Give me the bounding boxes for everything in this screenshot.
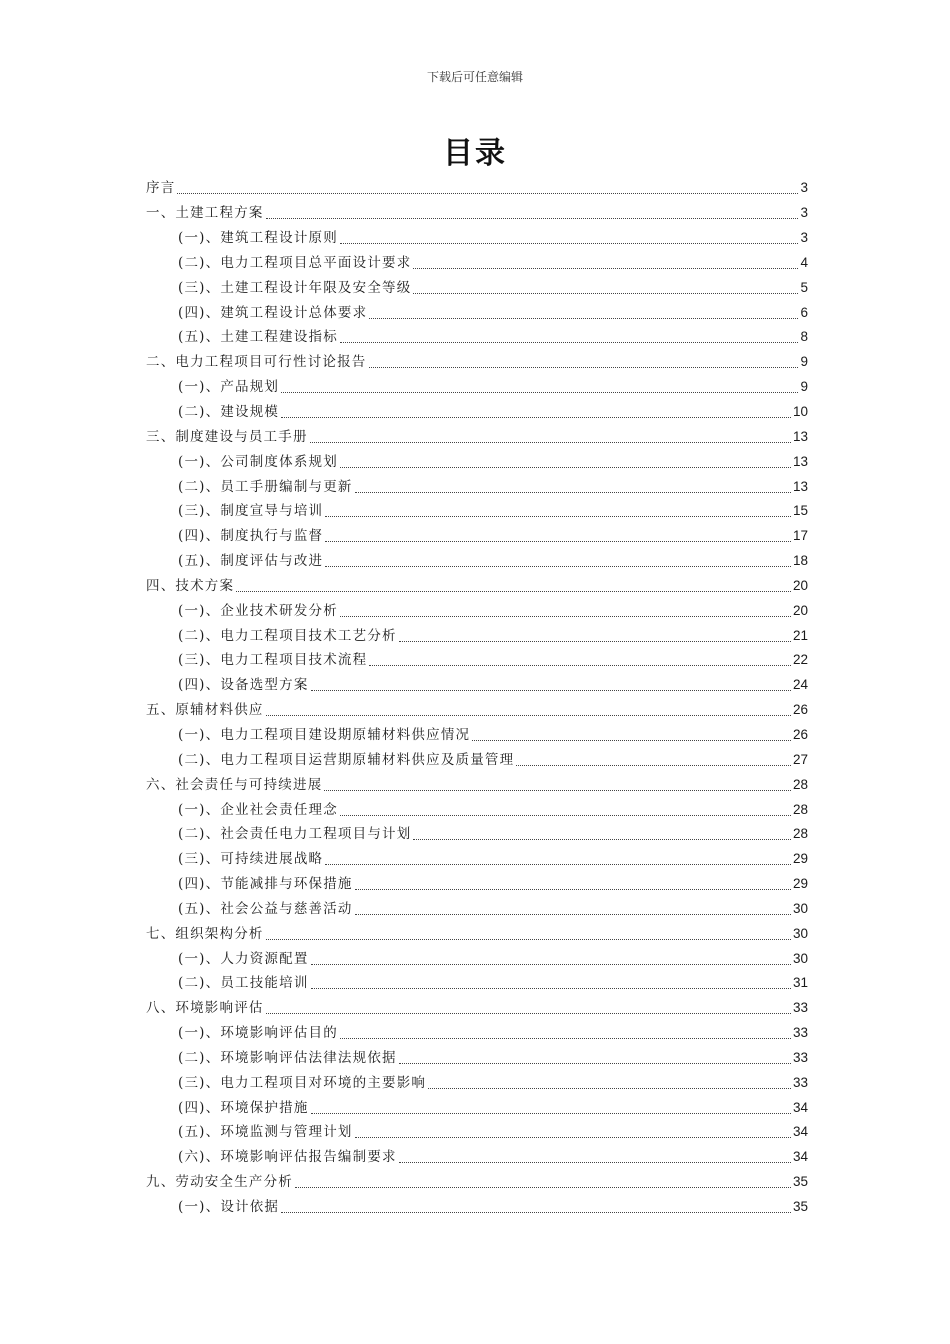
toc-entry-page-number: 5 xyxy=(800,279,808,295)
toc-entry-label: (五)、环境监测与管理计划 xyxy=(178,1124,353,1141)
toc-entry-page-number: 30 xyxy=(792,925,808,941)
toc-entry-page-number: 9 xyxy=(800,379,808,395)
toc-dot-leader xyxy=(311,689,791,691)
toc-entry-label: (二)、社会责任电力工程项目与计划 xyxy=(178,826,412,843)
toc-entry-label: (一)、建筑工程设计原则 xyxy=(178,230,338,247)
toc-entry-page-number: 29 xyxy=(792,876,808,892)
toc-entry-label: (二)、环境影响评估法律法规依据 xyxy=(178,1049,397,1066)
toc-entry[interactable] xyxy=(146,847,808,872)
toc-entry-label: (一)、企业技术研发分析 xyxy=(178,602,338,619)
toc-entry-label: (四)、环境保护措施 xyxy=(178,1099,309,1116)
toc-entry[interactable] xyxy=(146,325,808,350)
toc-dot-leader xyxy=(281,1211,791,1213)
toc-dot-leader xyxy=(355,888,791,890)
toc-dot-leader xyxy=(355,1136,791,1138)
toc-entry[interactable] xyxy=(146,797,808,822)
toc-entry-label: (二)、电力工程项目技术工艺分析 xyxy=(178,627,397,644)
toc-entry-page-number: 15 xyxy=(792,503,808,519)
toc-dot-leader xyxy=(399,1062,791,1064)
toc-dot-leader xyxy=(311,1112,791,1114)
toc-dot-leader xyxy=(472,739,791,741)
toc-entry-page-number: 33 xyxy=(792,1025,808,1041)
toc-entry-page-number: 26 xyxy=(792,702,808,718)
toc-entry[interactable] xyxy=(146,896,808,921)
toc-entry-page-number: 31 xyxy=(792,975,808,991)
toc-dot-leader xyxy=(266,1012,791,1014)
toc-dot-leader xyxy=(266,714,791,716)
toc-entry-page-number: 13 xyxy=(792,453,808,469)
toc-entry[interactable] xyxy=(146,400,808,425)
toc-entry-label: (三)、电力工程项目对环境的主要影响 xyxy=(178,1074,427,1091)
toc-entry-label: (六)、环境影响评估报告编制要求 xyxy=(178,1149,397,1166)
toc-entry-page-number: 30 xyxy=(792,950,808,966)
toc-entry-label: (一)、产品规划 xyxy=(178,379,280,396)
toc-entry[interactable] xyxy=(146,176,808,201)
toc-entry[interactable] xyxy=(146,1195,808,1220)
toc-entry-label: (一)、公司制度体系规划 xyxy=(178,453,338,470)
toc-entry[interactable] xyxy=(146,251,808,276)
toc-dot-leader xyxy=(413,838,791,840)
toc-entry-label: (三)、电力工程项目技术流程 xyxy=(178,652,368,669)
toc-entry-page-number: 24 xyxy=(792,677,808,693)
toc-dot-leader xyxy=(355,913,791,915)
toc-entry-page-number: 3 xyxy=(800,205,808,221)
toc-entry-label: (四)、设备选型方案 xyxy=(178,677,309,694)
toc-entry-label: 八、环境影响评估 xyxy=(146,1000,264,1017)
toc-entry-page-number: 20 xyxy=(792,602,808,618)
toc-dot-leader xyxy=(281,416,791,418)
toc-entry[interactable] xyxy=(146,375,808,400)
toc-entry-page-number: 3 xyxy=(800,230,808,246)
toc-entry-label: 三、制度建设与员工手册 xyxy=(146,428,308,445)
toc-entry-page-number: 13 xyxy=(792,478,808,494)
toc-dot-leader xyxy=(310,441,791,443)
toc-entry-page-number: 9 xyxy=(800,354,808,370)
toc-dot-leader xyxy=(369,317,798,319)
toc-entry-label: (一)、环境影响评估目的 xyxy=(178,1025,338,1042)
toc-entry-page-number: 4 xyxy=(800,254,808,270)
toc-entry-page-number: 34 xyxy=(792,1099,808,1115)
table-of-contents xyxy=(146,176,808,1219)
toc-dot-leader xyxy=(340,242,799,244)
toc-entry[interactable] xyxy=(146,201,808,226)
toc-entry-label: 九、劳动安全生产分析 xyxy=(146,1174,293,1191)
toc-entry-page-number: 29 xyxy=(792,851,808,867)
toc-entry-label: (五)、社会公益与慈善活动 xyxy=(178,900,353,917)
toc-dot-leader xyxy=(295,1186,791,1188)
toc-entry[interactable] xyxy=(146,549,808,574)
toc-dot-leader xyxy=(355,491,791,493)
toc-entry-label: (四)、制度执行与监督 xyxy=(178,528,324,545)
toc-entry-page-number: 33 xyxy=(792,1000,808,1016)
toc-entry-page-number: 22 xyxy=(792,652,808,668)
toc-entry-label: (四)、节能减排与环保措施 xyxy=(178,876,353,893)
toc-entry-label: (一)、人力资源配置 xyxy=(178,950,309,967)
toc-dot-leader xyxy=(266,938,791,940)
toc-entry[interactable] xyxy=(146,598,808,623)
toc-dot-leader xyxy=(325,515,791,517)
toc-entry-label: (三)、可持续进展战略 xyxy=(178,851,324,868)
toc-entry-label: (五)、土建工程建设指标 xyxy=(178,329,338,346)
toc-entry-label: 序言 xyxy=(146,180,176,197)
toc-entry-label: (二)、电力工程项目运营期原辅材料供应及质量管理 xyxy=(178,751,515,768)
toc-entry[interactable] xyxy=(146,424,808,449)
toc-entry-page-number: 28 xyxy=(792,826,808,842)
toc-entry[interactable] xyxy=(146,747,808,772)
toc-entry[interactable] xyxy=(146,300,808,325)
toc-dot-leader xyxy=(369,366,799,368)
toc-dot-leader xyxy=(281,391,798,393)
toc-entry[interactable] xyxy=(146,1120,808,1145)
toc-dot-leader xyxy=(325,565,791,567)
toc-entry-page-number: 18 xyxy=(792,553,808,569)
toc-entry-page-number: 30 xyxy=(792,900,808,916)
toc-entry[interactable] xyxy=(146,524,808,549)
toc-entry[interactable] xyxy=(146,1046,808,1071)
toc-entry[interactable] xyxy=(146,772,808,797)
toc-entry-label: 六、社会责任与可持续进展 xyxy=(146,776,323,793)
toc-entry-page-number: 28 xyxy=(792,801,808,817)
toc-entry-page-number: 35 xyxy=(792,1199,808,1215)
toc-entry-label: 七、组织架构分析 xyxy=(146,925,264,942)
toc-dot-leader xyxy=(325,540,791,542)
toc-entry-page-number: 3 xyxy=(800,180,808,196)
toc-entry[interactable] xyxy=(146,872,808,897)
toc-dot-leader xyxy=(325,863,791,865)
toc-entry-page-number: 26 xyxy=(792,726,808,742)
toc-entry-label: (二)、员工技能培训 xyxy=(178,975,309,992)
toc-entry[interactable] xyxy=(146,574,808,599)
toc-entry[interactable] xyxy=(146,1095,808,1120)
toc-entry[interactable] xyxy=(146,971,808,996)
toc-entry-page-number: 33 xyxy=(792,1074,808,1090)
toc-entry[interactable] xyxy=(146,822,808,847)
toc-entry-label: (一)、企业社会责任理念 xyxy=(178,801,338,818)
toc-dot-leader xyxy=(311,987,791,989)
toc-dot-leader xyxy=(266,217,799,219)
toc-entry-label: (三)、土建工程设计年限及安全等级 xyxy=(178,279,412,296)
toc-entry-label: 一、土建工程方案 xyxy=(146,205,264,222)
toc-entry[interactable] xyxy=(146,1145,808,1170)
toc-entry-page-number: 27 xyxy=(792,751,808,767)
toc-entry-label: (一)、电力工程项目建设期原辅材料供应情况 xyxy=(178,726,471,743)
toc-entry-label: 四、技术方案 xyxy=(146,577,235,594)
toc-entry[interactable] xyxy=(146,673,808,698)
toc-entry-label: (五)、制度评估与改进 xyxy=(178,553,324,570)
toc-entry-page-number: 33 xyxy=(792,1049,808,1065)
toc-dot-leader xyxy=(340,1037,791,1039)
toc-dot-leader xyxy=(311,963,791,965)
toc-entry-page-number: 17 xyxy=(792,528,808,544)
toc-dot-leader xyxy=(516,764,791,766)
toc-entry[interactable] xyxy=(146,499,808,524)
toc-entry-page-number: 6 xyxy=(800,304,808,320)
toc-entry-label: 二、电力工程项目可行性讨论报告 xyxy=(146,354,367,371)
toc-entry-label: 五、原辅材料供应 xyxy=(146,702,264,719)
toc-dot-leader xyxy=(340,615,791,617)
page-header-note: 下载后可任意编辑 xyxy=(426,70,523,84)
toc-entry[interactable] xyxy=(146,226,808,251)
toc-entry[interactable] xyxy=(146,648,808,673)
toc-entry[interactable] xyxy=(146,1021,808,1046)
toc-entry-label: (三)、制度宣导与培训 xyxy=(178,503,324,520)
toc-entry-page-number: 34 xyxy=(792,1149,808,1165)
toc-entry-label: (二)、电力工程项目总平面设计要求 xyxy=(178,254,412,271)
toc-dot-leader xyxy=(428,1087,791,1089)
toc-dot-leader xyxy=(177,192,798,194)
toc-entry[interactable] xyxy=(146,474,808,499)
toc-entry-page-number: 8 xyxy=(800,329,808,345)
toc-entry[interactable] xyxy=(146,921,808,946)
toc-dot-leader xyxy=(324,789,791,791)
toc-dot-leader xyxy=(413,267,798,269)
toc-entry-label: (二)、建设规模 xyxy=(178,404,280,421)
toc-entry-page-number: 10 xyxy=(792,404,808,420)
toc-entry-page-number: 35 xyxy=(792,1174,808,1190)
toc-entry[interactable] xyxy=(146,1070,808,1095)
toc-entry[interactable] xyxy=(146,275,808,300)
toc-entry[interactable] xyxy=(146,623,808,648)
toc-dot-leader xyxy=(236,590,791,592)
toc-dot-leader xyxy=(340,341,799,343)
toc-entry-label: (四)、建筑工程设计总体要求 xyxy=(178,304,368,321)
toc-entry[interactable] xyxy=(146,1170,808,1195)
toc-entry[interactable] xyxy=(146,698,808,723)
toc-dot-leader xyxy=(340,814,791,816)
toc-entry[interactable] xyxy=(146,946,808,971)
toc-entry-page-number: 21 xyxy=(792,627,808,643)
toc-entry[interactable] xyxy=(146,723,808,748)
toc-entry-page-number: 20 xyxy=(792,577,808,593)
toc-title: 目录 xyxy=(443,136,507,171)
toc-entry-label: (一)、设计依据 xyxy=(178,1199,280,1216)
toc-entry[interactable] xyxy=(146,350,808,375)
toc-entry-page-number: 34 xyxy=(792,1124,808,1140)
toc-entry-label: (二)、员工手册编制与更新 xyxy=(178,478,353,495)
toc-entry[interactable] xyxy=(146,996,808,1021)
toc-entry-page-number: 28 xyxy=(792,776,808,792)
toc-entry-page-number: 13 xyxy=(792,428,808,444)
toc-dot-leader xyxy=(399,640,791,642)
toc-dot-leader xyxy=(369,664,791,666)
toc-dot-leader xyxy=(340,466,791,468)
toc-entry[interactable] xyxy=(146,449,808,474)
toc-dot-leader xyxy=(399,1161,791,1163)
toc-dot-leader xyxy=(413,292,798,294)
